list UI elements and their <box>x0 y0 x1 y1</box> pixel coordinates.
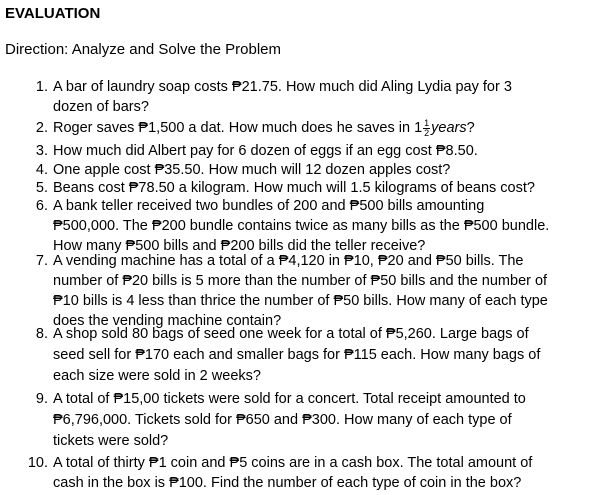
item-number: 10. <box>27 455 48 471</box>
directions-text: Direction: Analyze and Solve the Problem <box>5 41 281 58</box>
item-line: ₱500,000. The ₱200 bundle contains twice as many bills as the ₱500 bundle. <box>53 218 550 234</box>
fraction-numerator: 1 <box>424 117 430 128</box>
item-line: does the vending machine contain? <box>53 313 282 329</box>
item-line: A shop sold 80 bags of seed one week for a total of ₱5,260. Large bags of <box>53 326 529 342</box>
item-line: ₱6,796,000. Tickets sold for ₱650 and ₱300. How many of each type of <box>53 412 512 428</box>
item-text <box>53 118 601 138</box>
item-line: One apple cost ₱35.50. How much will 12 dozen apples cost? <box>53 162 451 178</box>
item-text <box>53 141 601 161</box>
item-line: How much did Albert pay for 6 dozen of eggs if an egg cost ₱8.50. <box>53 143 478 159</box>
item-number: 5. <box>35 180 48 196</box>
item-line: dozen of bars? <box>53 99 149 115</box>
page-title: EVALUATION <box>5 5 101 22</box>
item-line: seed sell for ₱170 each and smaller bags for ₱115 each. How many bags of <box>53 347 541 363</box>
item-suffix: ? <box>466 120 475 136</box>
fraction <box>423 119 430 138</box>
item-number: 2. <box>35 120 48 136</box>
item-number: 1. <box>35 79 48 95</box>
item-number: 9. <box>35 391 48 407</box>
item-line: ₱10 bills is 4 less than thrice the number of ₱50 bills. How many of each type <box>53 293 548 309</box>
item-number: 8. <box>35 326 48 342</box>
item-text <box>53 453 601 493</box>
item-line: each size were sold in 2 weeks? <box>53 368 261 384</box>
item-text <box>53 196 601 256</box>
item-line: Beans cost ₱78.50 a kilogram. How much will 1.5 kilograms of beans cost? <box>53 180 535 196</box>
item-number: 7. <box>35 253 48 269</box>
item-line: number of ₱20 bills is 5 more than the number of ₱50 bills and the number of <box>53 273 548 289</box>
item-number: 4. <box>35 162 48 178</box>
item-line: How many ₱500 bills and ₱200 bills did the teller receive? <box>53 238 426 254</box>
item-text <box>53 324 601 387</box>
item-line: Roger saves ₱1,500 a dat. How much does he saves in 1 <box>53 120 423 136</box>
item-line: cash in the box is ₱100. Find the number of each type of coin in the box? <box>53 475 522 491</box>
item-line: A vending machine has a total of a ₱4,120 in ₱10, ₱20 and ₱50 bills. The <box>53 253 524 269</box>
item-line: A total of ₱15,00 tickets were sold for a concert. Total receipt amounted to <box>53 391 526 407</box>
item-line: A bank teller received two bundles of 200 and ₱500 bills amounting <box>53 198 485 214</box>
item-line: A total of thirty ₱1 coin and ₱5 coins are in a cash box. The total amount of <box>53 455 533 471</box>
item-line: A bar of laundry soap costs ₱21.75. How much did Aling Lydia pay for 3 <box>53 79 512 95</box>
item-text <box>53 251 601 331</box>
item-text <box>53 160 601 180</box>
item-text <box>53 389 601 452</box>
item-unit: years <box>431 120 467 136</box>
item-number: 3. <box>35 143 48 159</box>
item-line: tickets were sold? <box>53 433 169 449</box>
item-text <box>53 178 601 198</box>
fraction-denominator: 2 <box>424 127 430 138</box>
item-number: 6. <box>35 198 48 214</box>
item-text <box>53 77 601 117</box>
